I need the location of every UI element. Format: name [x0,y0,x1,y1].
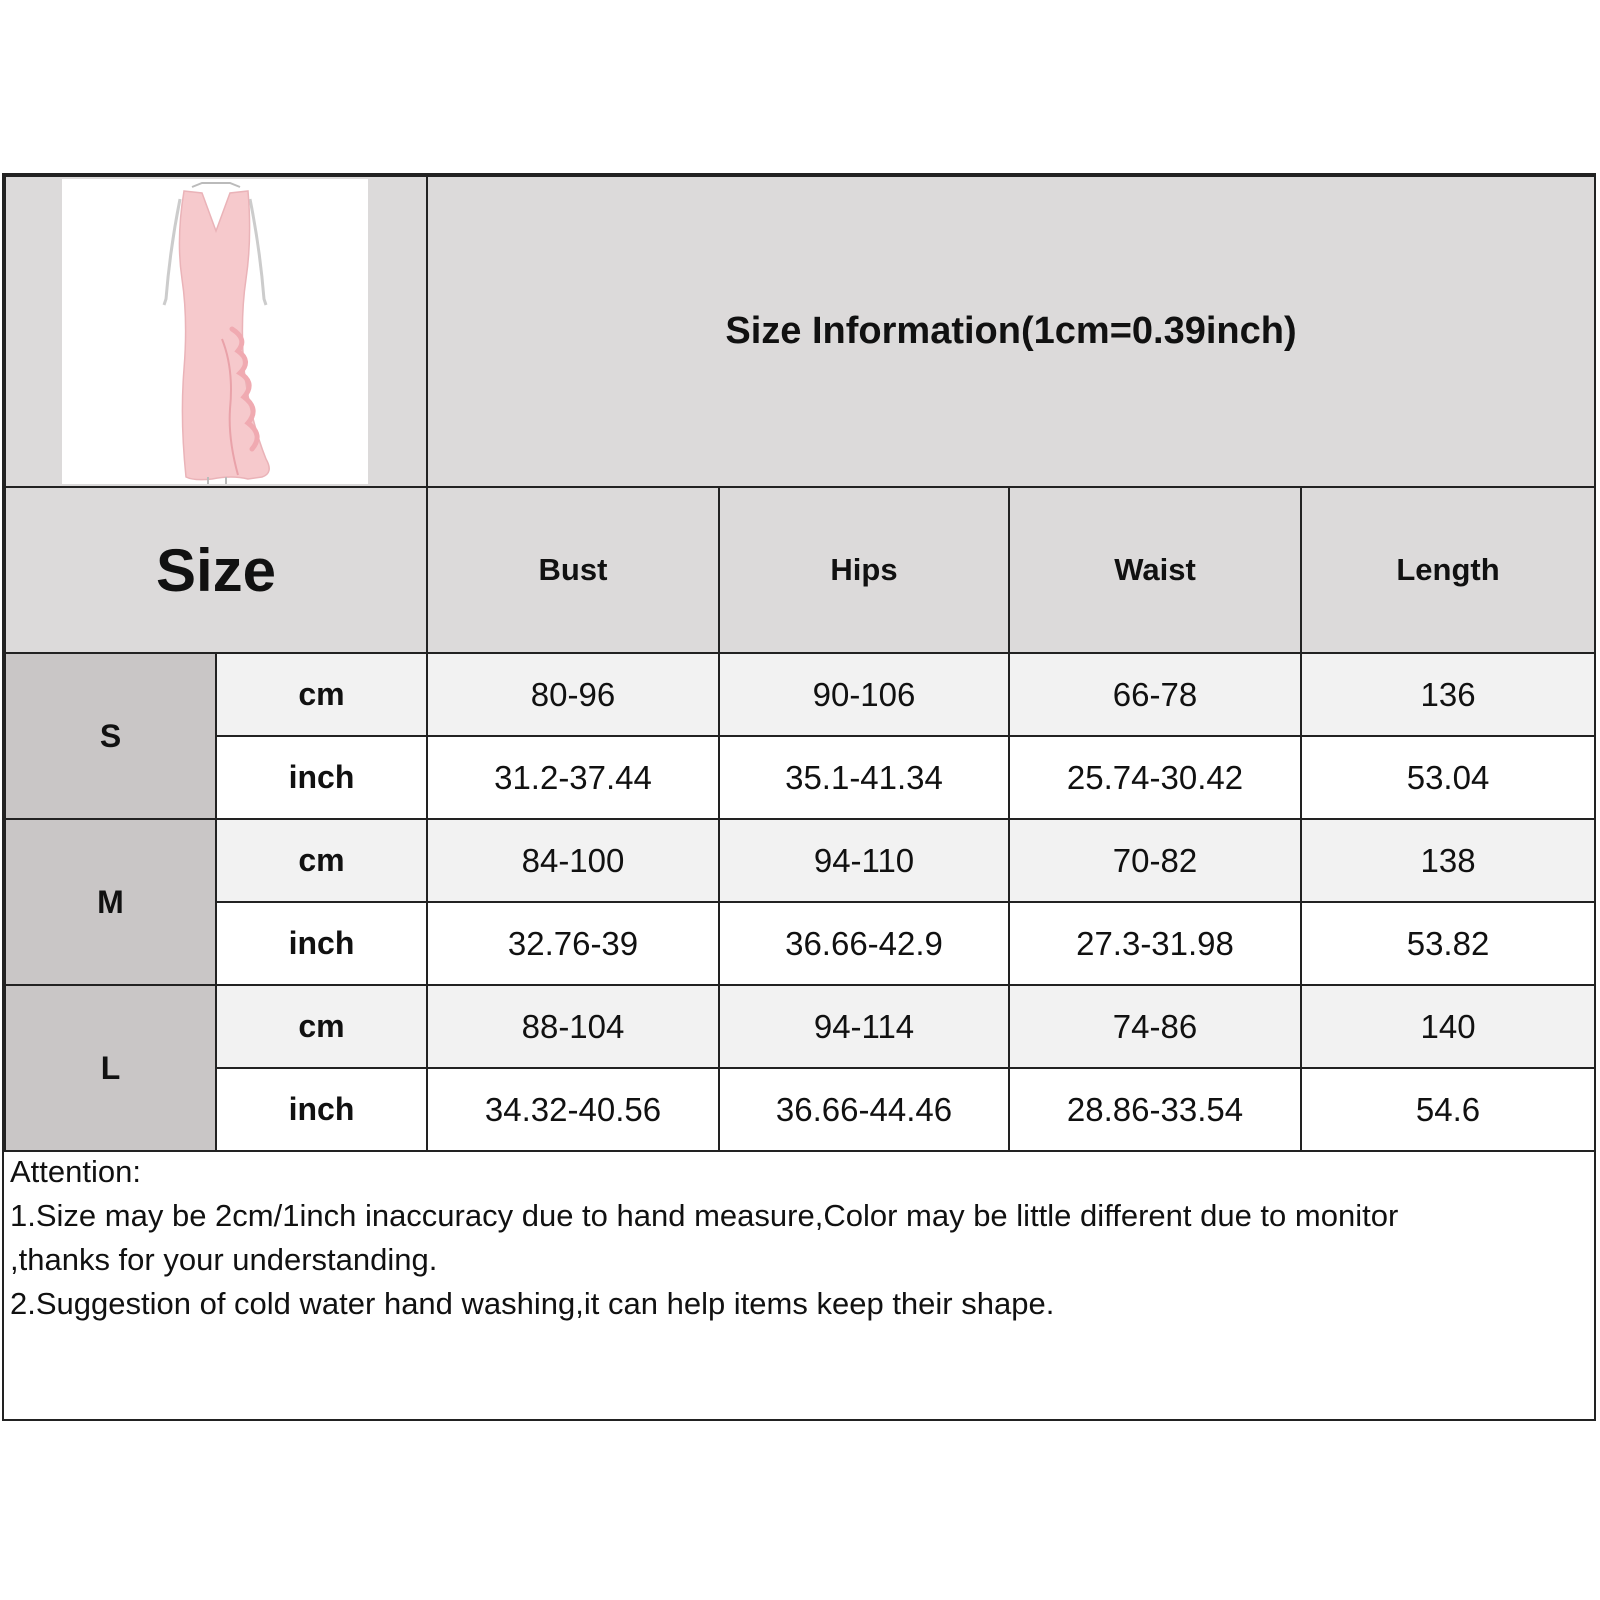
notes-line: ,thanks for your understanding. [10,1242,438,1277]
value-cell: 66-78 [1009,653,1301,736]
product-photo [62,179,368,484]
value-cell: 140 [1301,985,1595,1068]
notes-line: 1.Size may be 2cm/1inch inaccuracy due to hand measure,Color may be little different due to monitor [10,1198,1399,1233]
size-header: Size [5,487,427,653]
value-cell: 54.6 [1301,1068,1595,1151]
size-label-m: M [5,819,216,985]
value-cell: 25.74-30.42 [1009,736,1301,819]
column-header-hips: Hips [719,487,1009,653]
value-cell: 138 [1301,819,1595,902]
value-cell: 74-86 [1009,985,1301,1068]
value-cell: 31.2-37.44 [427,736,719,819]
value-cell: 94-110 [719,819,1009,902]
unit-label: inch [216,736,427,819]
unit-label: cm [216,985,427,1068]
table-row [5,736,1595,819]
notes-line: 2.Suggestion of cold water hand washing,it can help items keep their shape. [10,1286,1055,1321]
value-cell: 27.3-31.98 [1009,902,1301,985]
value-cell: 28.86-33.54 [1009,1068,1301,1151]
attention-notes [10,1150,1580,1326]
unit-label: cm [216,653,427,736]
table-row [5,1068,1595,1151]
unit-label: inch [216,1068,427,1151]
value-cell: 53.04 [1301,736,1595,819]
column-header-length: Length [1301,487,1595,653]
unit-label: inch [216,902,427,985]
value-cell: 70-82 [1009,819,1301,902]
chart-title: Size Information(1cm=0.39inch) [427,176,1595,487]
size-label-s: S [5,653,216,819]
notes-heading: Attention: [10,1154,141,1189]
value-cell: 84-100 [427,819,719,902]
value-cell: 35.1-41.34 [719,736,1009,819]
size-label-l: L [5,985,216,1151]
table-row [5,653,1595,736]
size-chart-sheet [2,173,1596,1421]
value-cell: 90-106 [719,653,1009,736]
value-cell: 36.66-42.9 [719,902,1009,985]
value-cell: 36.66-44.46 [719,1068,1009,1151]
value-cell: 88-104 [427,985,719,1068]
value-cell: 80-96 [427,653,719,736]
pink-maxi-dress-photo-icon [62,179,368,484]
value-cell: 53.82 [1301,902,1595,985]
column-header-waist: Waist [1009,487,1301,653]
product-photo-cell [5,176,427,487]
column-header-bust: Bust [427,487,719,653]
value-cell: 34.32-40.56 [427,1068,719,1151]
value-cell: 32.76-39 [427,902,719,985]
value-cell: 136 [1301,653,1595,736]
table-row [5,819,1595,902]
header-row [5,487,1595,653]
size-table [4,175,1596,1152]
table-row [5,985,1595,1068]
table-row [5,902,1595,985]
title-row [5,176,1595,487]
unit-label: cm [216,819,427,902]
value-cell: 94-114 [719,985,1009,1068]
